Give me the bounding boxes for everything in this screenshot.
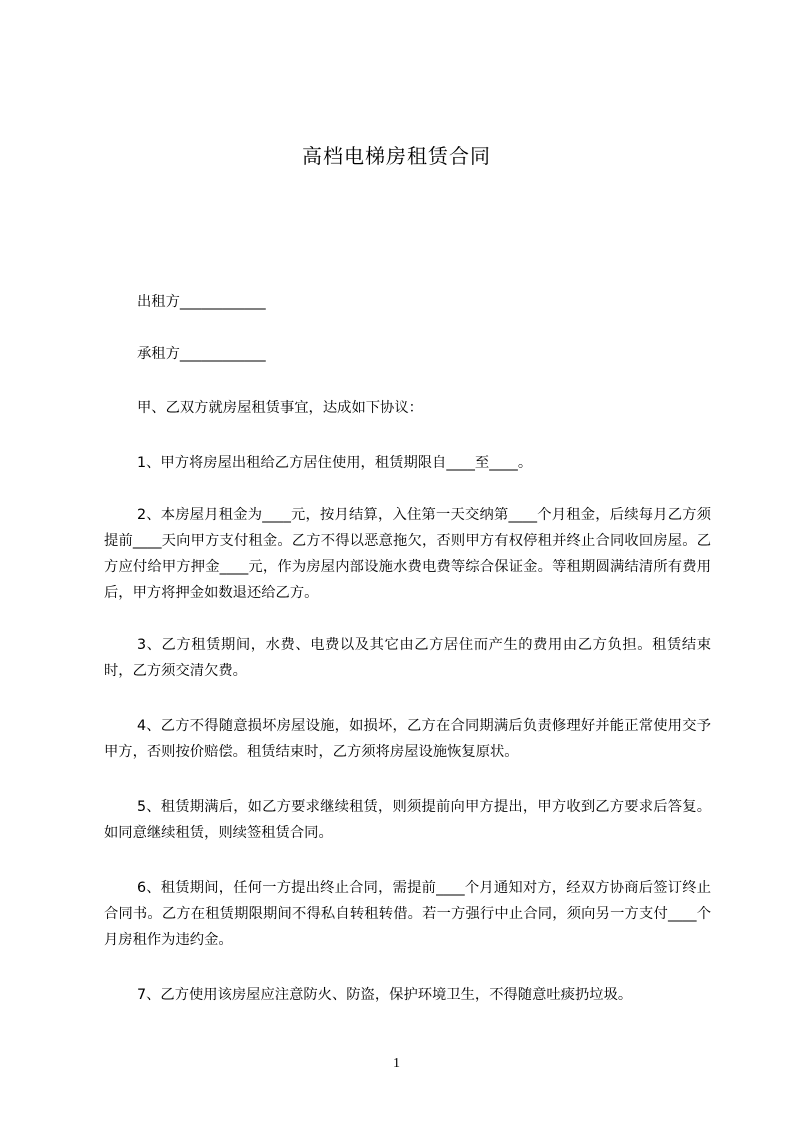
clause-4: 4、乙方不得随意损坏房屋设施，如损坏，乙方在合同期满后负责修理好并能正常使用交予甲方，否则按价赔偿。租赁结束时，乙方须将房屋设施恢复原状。: [104, 718, 711, 760]
lessee-line: 承租方____________: [137, 346, 266, 362]
intro-line: 甲、乙双方就房屋租赁事宜，达成如下协议：: [137, 400, 423, 416]
clause-6: 6、租赁期间，任何一方提出终止合同，需提前____个月通知对方，经双方协商后签订终止合同书。乙方在租赁期限期间不得私自转租转借。若一方强行中止合同，须向另一方支付____个月房租作为违约金。: [104, 880, 711, 948]
clause-5: 5、租赁期满后，如乙方要求继续租赁，则须提前向甲方提出，甲方收到乙方要求后答复。如同意继续租赁，则续签租赁合同。: [104, 799, 711, 841]
clause-2: 2、本房屋月租金为____元，按月结算，入住第一天交纳第____个月租金，后续每月乙方须提前____天向甲方支付租金。乙方不得以恶意拖欠，否则甲方有权停租并终止合同收回房屋。乙方应付给甲方押金____元，作为房屋内部设施水费电费等综合保证金。等租期圆满结清所有费用后，甲方将押金如数退还给乙方。: [104, 507, 711, 601]
page-number: 1: [393, 1056, 400, 1071]
clause-1: 1、甲方将房屋出租给乙方居住使用，租赁期限自____至____。: [137, 455, 533, 471]
document-title: 高档电梯房租赁合同: [302, 144, 491, 168]
clause-7: 7、乙方使用该房屋应注意防火、防盗，保护环境卫生，不得随意吐痰扔垃圾。: [137, 987, 633, 1003]
clause-3: 3、乙方租赁期间，水费、电费以及其它由乙方居住而产生的费用由乙方负担。租赁结束时，乙方须交清欠费。: [104, 637, 711, 679]
lessor-line: 出租方____________: [137, 294, 266, 310]
